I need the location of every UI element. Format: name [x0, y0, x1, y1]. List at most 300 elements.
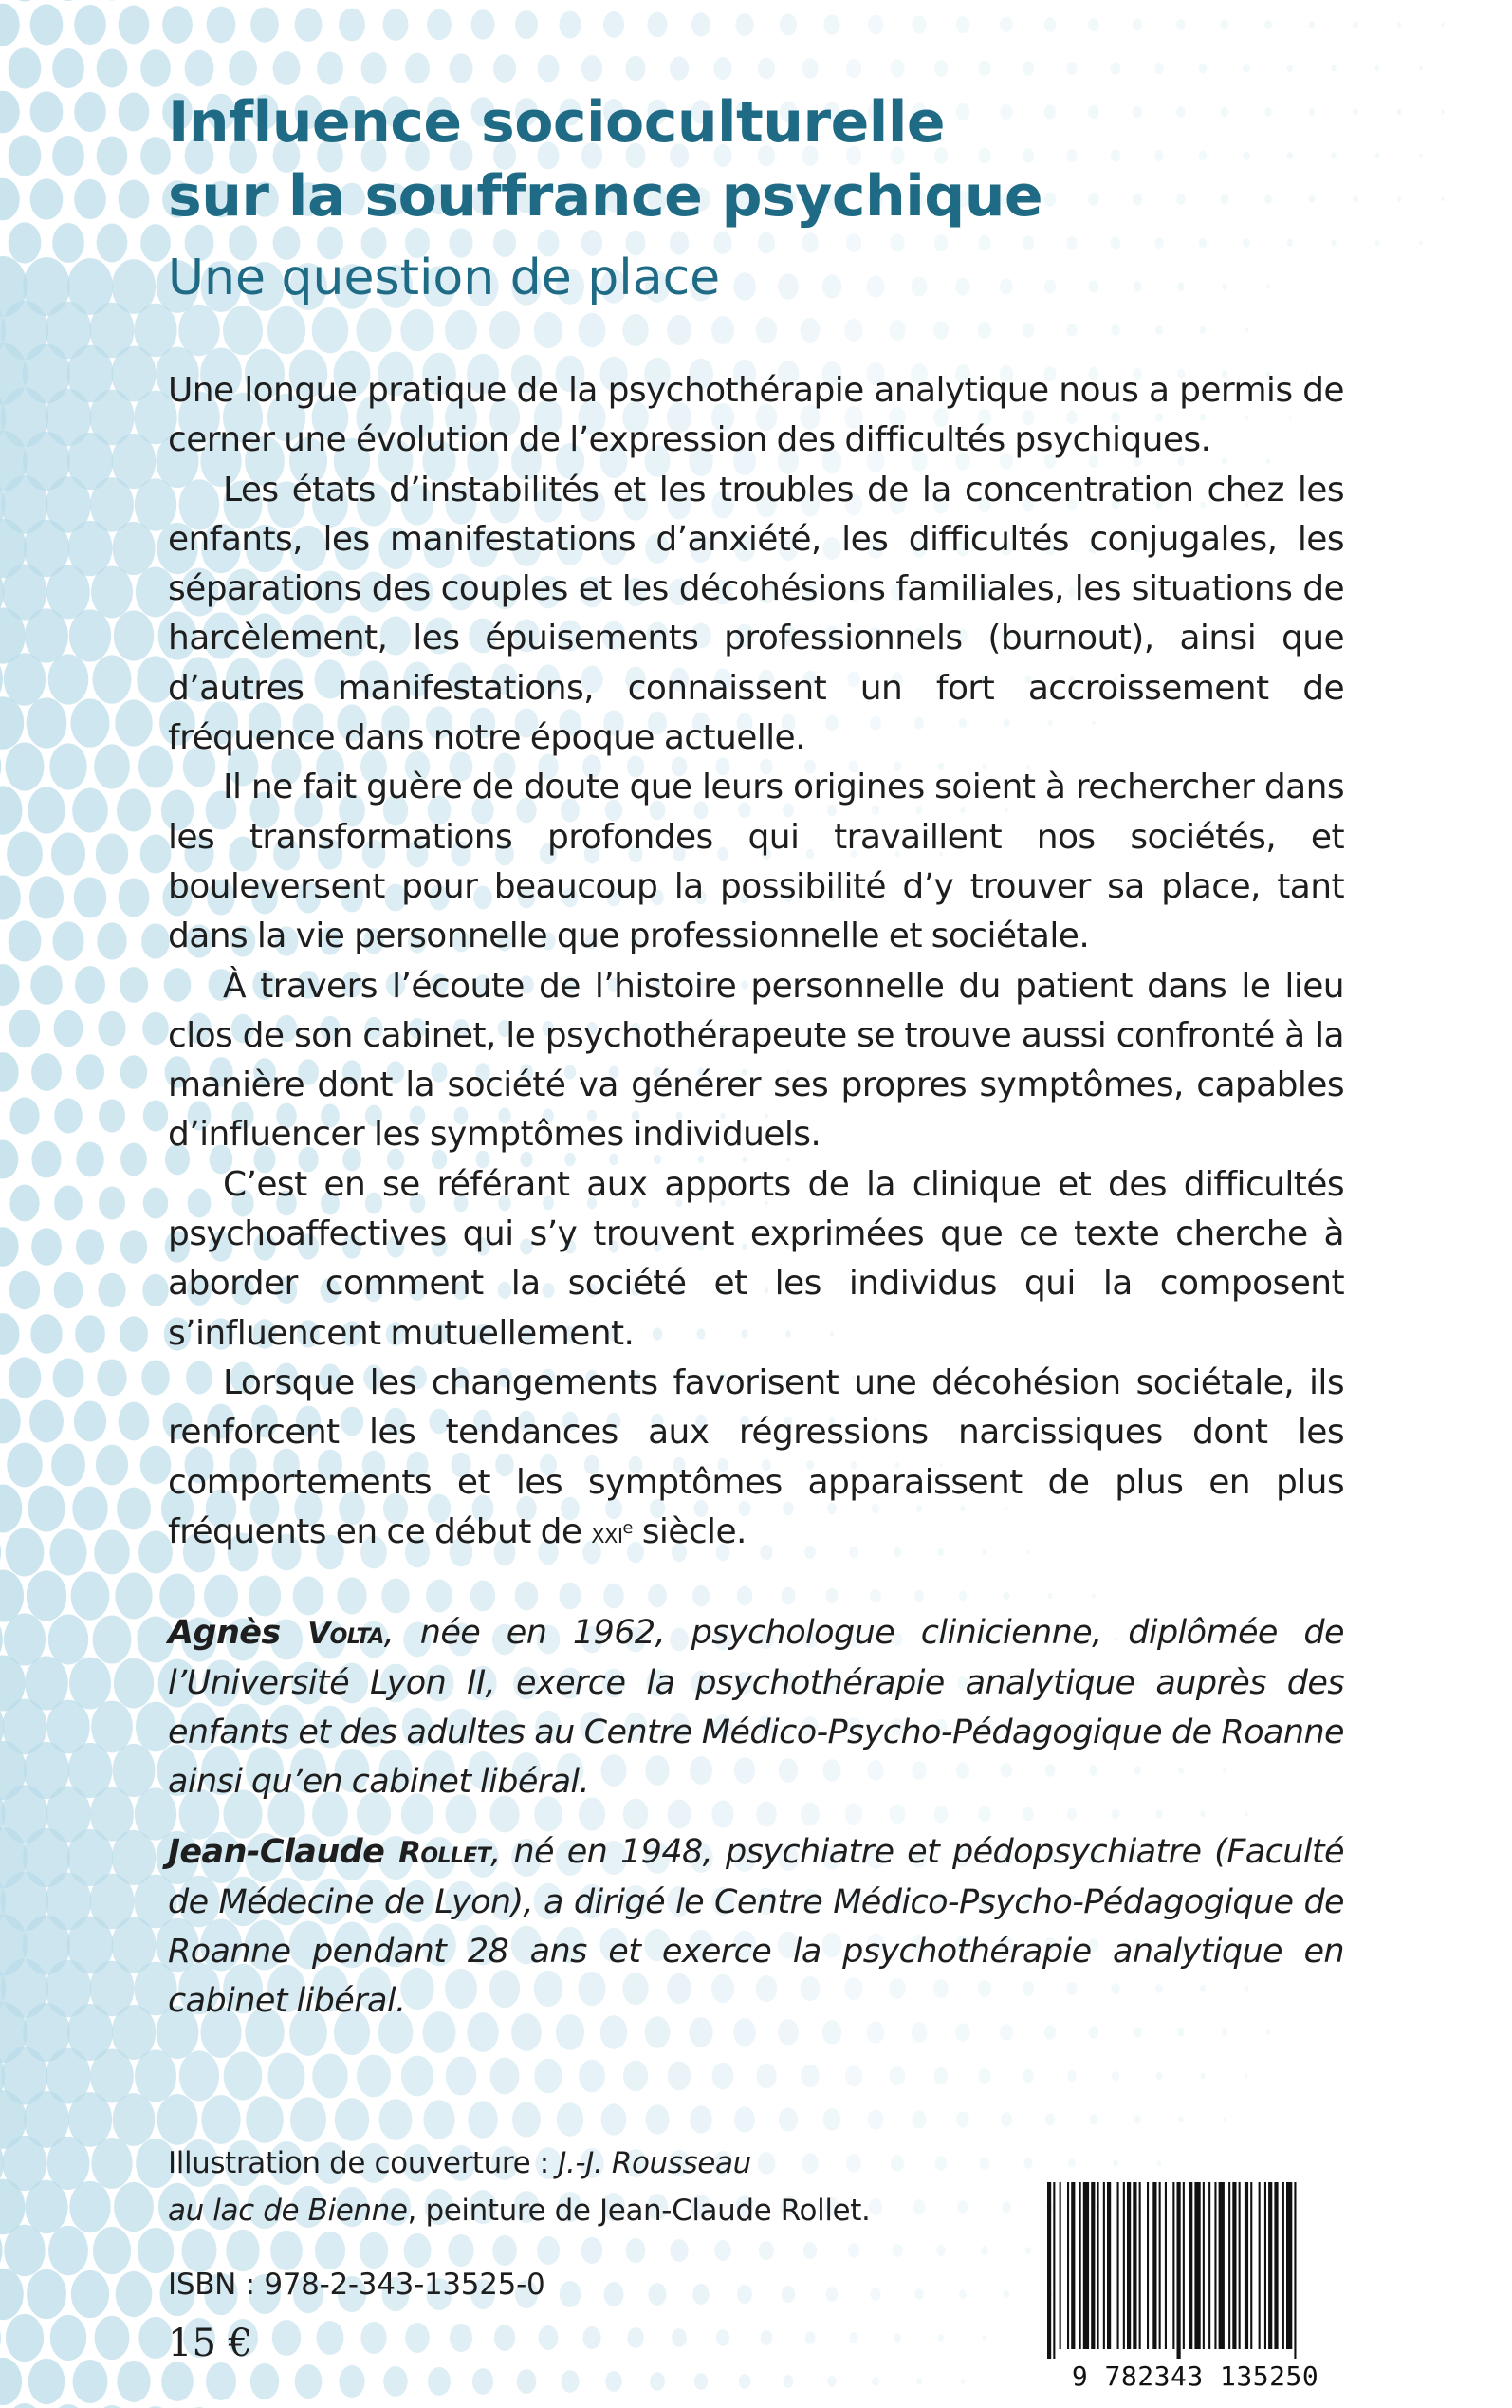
background-dot — [714, 2240, 731, 2261]
background-dot — [1441, 23, 1445, 28]
background-dot — [97, 922, 126, 959]
background-dot — [143, 1188, 168, 1219]
background-dot — [0, 1140, 18, 1179]
background-dot — [579, 2060, 605, 2093]
background-dot — [9, 1097, 39, 1134]
blurb-paragraph-3: Il ne fait guère de doute que leurs origines soient à rechercher dans les transformations profondes qui travaillent nos sociétés, et bouleversent pour beaucoup la possibilité d’y trouver sa place, tant dans la vie personnelle que professionnelle et sociétale. — [168, 768, 1344, 956]
background-dot — [849, 2332, 857, 2343]
barcode-bar — [1264, 2182, 1266, 2349]
background-dot — [4, 653, 46, 705]
background-dot — [557, 2102, 583, 2136]
background-dot — [0, 178, 20, 221]
background-dot — [823, 14, 839, 35]
background-dot — [468, 2101, 498, 2138]
background-dot — [1221, 20, 1229, 30]
background-dot — [52, 921, 83, 960]
background-dot — [112, 522, 155, 575]
background-dot — [76, 1229, 104, 1265]
background-dot — [162, 6, 193, 44]
barcode-bar — [1133, 2182, 1136, 2349]
book-title — [168, 85, 1344, 233]
background-dot — [894, 2333, 901, 2343]
background-dot — [52, 223, 84, 263]
background-dot — [94, 744, 130, 788]
background-dot — [117, 1488, 151, 1530]
background-dot — [98, 1011, 125, 1047]
background-dot — [980, 2157, 990, 2170]
background-dot — [9, 1184, 39, 1221]
background-dot — [224, 2052, 263, 2101]
background-dot — [1200, 2073, 1205, 2079]
credit-work-title-b: au lac de Bienne — [168, 2194, 408, 2228]
background-dot — [780, 14, 797, 36]
blurb-paragraph-5: C’est en se référant aux apports de la clinique et des difficultés psychoaffectives qui s’y trouvent exprimées que ce texte cherche à aborder comment la société et les individus qui la composent s’influencent mutuellement. — [168, 1164, 1344, 1353]
background-dot — [120, 1230, 147, 1263]
background-dot — [339, 2365, 364, 2398]
background-dot — [317, 2321, 344, 2355]
background-dot — [912, 2110, 926, 2128]
background-dot — [916, 2378, 922, 2385]
background-dot — [1199, 64, 1208, 74]
background-dot — [537, 2236, 560, 2265]
background-dot — [713, 57, 731, 80]
background-dot — [120, 1316, 148, 1352]
background-dot — [784, 2375, 794, 2388]
background-dot — [1243, 64, 1250, 73]
background-dot — [28, 1486, 65, 1532]
barcode-bar — [1245, 2182, 1248, 2349]
background-dot — [48, 654, 89, 704]
background-dot — [9, 0, 42, 2]
background-dot — [517, 2369, 537, 2394]
background-dot — [892, 2244, 902, 2257]
barcode-bar — [1239, 2182, 1241, 2349]
background-dot — [54, 1010, 83, 1047]
background-dot — [560, 2281, 581, 2307]
barcode-bar — [1250, 2182, 1252, 2349]
background-dot — [30, 178, 64, 219]
background-dot — [647, 12, 667, 37]
background-dot — [9, 1357, 42, 1398]
author-bio-1 — [168, 1608, 1344, 1806]
barcode-bar — [1097, 2182, 1099, 2349]
barcode-bar — [1117, 2182, 1119, 2349]
background-dot — [27, 697, 67, 748]
background-dot — [52, 48, 84, 88]
blurb-paragraph-4: À travers l’écoute de l’histoire personnelle du patient dans le lieu clos de son cabinet, le psychothérapeute se trouve aussi confronté à la manière dont la société va générer ses propres symptômes, capables d’influencer les symptômes individuels. — [168, 966, 1344, 1155]
background-dot — [113, 2093, 156, 2146]
background-dot — [1419, 241, 1423, 246]
barcode-bar — [1228, 2182, 1230, 2349]
background-dot — [603, 11, 624, 38]
background-dot — [561, 2370, 579, 2393]
background-dot — [512, 2102, 541, 2137]
background-dot — [53, 1358, 84, 1397]
background-dot — [94, 1530, 130, 1575]
background-dot — [804, 2331, 815, 2344]
background-dot — [73, 2360, 108, 2403]
background-dot — [115, 699, 152, 746]
background-dot — [1375, 65, 1380, 71]
background-dot — [317, 52, 343, 85]
p6-start: Lorsque les changements favorisent une décohésion sociétale, ils renforcent les tendances aux régressions narcissiques dont les comportements et les symptômes apparaissent de plus en plus fréquents en ce début de — [168, 1362, 1344, 1551]
background-dot — [648, 2283, 666, 2306]
background-dot — [734, 2106, 755, 2132]
background-dot — [423, 2100, 454, 2139]
background-dot — [143, 1101, 168, 1132]
background-dot — [7, 1443, 42, 1488]
background-dot — [978, 61, 990, 77]
background-dot — [1397, 22, 1402, 28]
background-dot — [782, 2286, 795, 2303]
background-dot — [97, 1359, 126, 1396]
background-dot — [404, 2233, 432, 2268]
background-dot — [802, 58, 818, 79]
background-dot — [1068, 2158, 1076, 2168]
background-dot — [30, 1314, 62, 1354]
background-dot — [120, 1143, 147, 1176]
background-dot — [27, 1570, 66, 1621]
background-dot — [54, 1098, 83, 1133]
credit-work-title-a: J.-J. Rousseau — [558, 2146, 751, 2180]
background-dot — [157, 2094, 198, 2145]
background-dot — [92, 655, 131, 703]
barcode-bar — [1286, 2182, 1292, 2349]
background-dot — [138, 2228, 175, 2273]
background-dot — [135, 2050, 176, 2102]
background-dot — [114, 2182, 154, 2232]
background-dot — [201, 2095, 240, 2144]
barcode-bar — [1067, 2182, 1069, 2349]
background-dot — [582, 2326, 600, 2349]
background-dot — [30, 91, 64, 132]
background-dot — [69, 2181, 110, 2232]
background-dot — [7, 831, 43, 876]
background-dot — [1001, 2112, 1012, 2126]
background-dot — [1067, 2070, 1077, 2082]
background-dot — [31, 1053, 62, 1091]
background-dot — [1004, 2290, 1009, 2298]
background-dot — [448, 2234, 473, 2267]
blurb-paragraph-6 — [168, 1359, 1344, 1559]
background-dot — [981, 2246, 988, 2255]
title-line-2: sur la souffrance psychique — [168, 163, 1043, 230]
background-dot — [846, 59, 861, 78]
background-dot — [1023, 61, 1034, 76]
background-dot — [96, 833, 128, 874]
background-dot — [691, 12, 710, 36]
background-dot — [1264, 20, 1272, 29]
background-dot — [117, 788, 151, 831]
background-dot — [934, 2067, 949, 2084]
background-dot — [93, 1615, 132, 1663]
background-dot — [1441, 110, 1445, 115]
background-dot — [48, 2226, 88, 2275]
barcode-bar — [1107, 2182, 1111, 2349]
background-dot — [401, 2056, 433, 2097]
background-dot — [627, 2327, 643, 2348]
background-dot — [1044, 17, 1056, 32]
background-dot — [52, 0, 84, 1]
barcode-bar — [1091, 2182, 1095, 2349]
background-dot — [870, 2288, 880, 2301]
background-dot — [1045, 2113, 1056, 2125]
background-dot — [96, 1445, 128, 1486]
background-dot — [868, 2109, 884, 2129]
background-dot — [650, 2372, 665, 2391]
barcode-bar — [1123, 2182, 1125, 2349]
background-dot — [9, 920, 42, 961]
back-cover-text — [168, 85, 1344, 2047]
background-dot — [142, 1274, 168, 1306]
background-dot — [1287, 65, 1294, 72]
barcode-bar — [1177, 2182, 1181, 2359]
barcode-bar — [1208, 2182, 1210, 2349]
background-dot — [120, 967, 148, 1003]
background-dot — [383, 2366, 408, 2397]
author-1-last-name: Volta — [307, 1617, 384, 1652]
background-dot — [116, 2271, 153, 2317]
background-dot — [1154, 63, 1164, 74]
background-dot — [1113, 2159, 1118, 2167]
background-dot — [0, 4, 20, 46]
background-dot — [140, 834, 172, 873]
background-dot — [890, 59, 904, 77]
background-dot — [31, 1228, 62, 1266]
background-dot — [140, 224, 171, 262]
background-dot — [295, 2364, 323, 2399]
background-dot — [114, 610, 155, 660]
barcode-bar — [1282, 2182, 1284, 2349]
background-dot — [758, 58, 775, 80]
background-dot — [1111, 62, 1121, 74]
background-dot — [5, 742, 44, 790]
background-dot — [0, 2358, 22, 2405]
book-subtitle: Une question de place — [168, 250, 721, 306]
background-dot — [295, 8, 323, 42]
price: 15 € — [168, 2322, 253, 2365]
background-dot — [49, 743, 86, 789]
background-dot — [623, 2061, 648, 2092]
background-dot — [27, 2269, 66, 2319]
background-dot — [694, 2373, 708, 2390]
background-dot — [670, 2239, 688, 2262]
author-2-last-name: Rollet — [398, 1836, 491, 1871]
background-dot — [672, 2328, 687, 2347]
background-dot — [69, 1658, 111, 1710]
background-dot — [74, 1401, 106, 1442]
blurb — [168, 366, 1344, 1559]
background-dot — [273, 51, 301, 85]
barcode-bar — [1139, 2182, 1141, 2349]
background-dot — [539, 2325, 559, 2350]
background-dot — [9, 1271, 40, 1309]
background-dot — [823, 2108, 841, 2130]
author-2-first-name: Jean-Claude — [168, 1833, 399, 1872]
barcode-bar — [1165, 2182, 1167, 2349]
isbn-number: ISBN : 978-2-343-13525-0 — [168, 2268, 545, 2302]
background-dot — [9, 1010, 40, 1048]
background-dot — [625, 56, 645, 81]
background-dot — [761, 2330, 773, 2345]
background-dot — [1353, 108, 1358, 115]
background-dot — [0, 1227, 19, 1267]
barcode-bar — [1103, 2182, 1105, 2349]
barcode-bar — [1203, 2182, 1205, 2349]
background-dot — [848, 2243, 860, 2258]
background-dot — [119, 1402, 150, 1441]
background-dot — [6, 2314, 44, 2362]
background-dot — [1157, 2160, 1161, 2165]
background-dot — [246, 2096, 284, 2143]
background-dot — [250, 2363, 279, 2399]
background-dot — [119, 180, 150, 219]
century-superscript: e — [622, 1517, 633, 1538]
background-dot — [490, 2058, 520, 2095]
background-dot — [1441, 197, 1445, 202]
background-dot — [0, 2313, 1, 2362]
blurb-paragraph-2: Les états d’instabilités et les troubles de la concentration chez les enfants, les manifestations d’anxiété, les difficultés conjugales, les séparations des couples et les décohésions familiales, les situations de harcèlement, les épuisements professionnels (burnout), ainsi que d’autres manifestations, connaissent un fort accroissement de fréquence dans notre époque actuelle. — [168, 470, 1344, 758]
barcode-digits: 9 782343 135250 — [1071, 2361, 1319, 2392]
background-dot — [181, 2229, 216, 2272]
background-dot — [91, 566, 133, 619]
background-dot — [1002, 2201, 1010, 2213]
background-dot — [1066, 62, 1077, 75]
background-dot — [914, 2288, 923, 2300]
background-dot — [756, 2064, 776, 2089]
background-dot — [51, 1444, 85, 1487]
background-dot — [28, 787, 65, 833]
background-dot — [9, 47, 42, 88]
background-dot — [1023, 2069, 1034, 2083]
title-line-1: Influence socioculturelle — [168, 89, 946, 156]
background-dot — [74, 179, 106, 219]
background-dot — [912, 15, 926, 33]
background-dot — [690, 2105, 711, 2133]
background-dot — [739, 2374, 751, 2389]
background-dot — [315, 2232, 345, 2269]
background-dot — [142, 1012, 169, 1046]
background-dot — [267, 2053, 304, 2100]
background-dot — [28, 2359, 65, 2404]
background-dot — [1134, 2115, 1140, 2123]
background-dot — [99, 1099, 125, 1132]
background-dot — [29, 1400, 64, 1443]
background-dot — [801, 2065, 820, 2088]
background-dot — [1375, 240, 1380, 246]
background-dot — [140, 1446, 172, 1485]
author-bio-2 — [168, 1827, 1344, 2026]
background-dot — [428, 2367, 451, 2396]
barcode-bar — [1232, 2182, 1236, 2349]
background-dot — [383, 9, 409, 41]
background-dot — [0, 964, 20, 1006]
background-dot — [1023, 2158, 1032, 2169]
background-dot — [185, 50, 214, 86]
background-dot — [1375, 153, 1380, 158]
background-dot — [229, 50, 257, 85]
background-dot — [716, 2329, 729, 2346]
background-dot — [98, 1273, 125, 1307]
background-dot — [803, 2242, 817, 2259]
background-dot — [97, 49, 128, 88]
barcode-bars — [1043, 2182, 1347, 2359]
cover-illustration-credit — [168, 2139, 946, 2234]
background-dot — [357, 2055, 391, 2098]
background-dot — [179, 2051, 219, 2102]
background-dot — [1309, 21, 1316, 28]
barcode-bar — [1268, 2182, 1272, 2349]
author-1-bio: , née en 1962, psychologue clinicienne, diplômée de l’Université Lyon II, exerce la psychothérapie analytique auprès des enfants et des adultes au Centre Médico-Psycho-Pédagogique de Roanne ainsi qu’en cabinet libéral. — [168, 1614, 1344, 1802]
background-dot — [29, 876, 64, 918]
background-dot — [537, 55, 559, 83]
background-dot — [1025, 2247, 1031, 2254]
background-dot — [50, 2315, 87, 2361]
barcode-bar — [1071, 2182, 1075, 2349]
background-dot — [25, 2180, 67, 2233]
background-dot — [207, 7, 236, 43]
background-dot — [559, 11, 581, 39]
background-dot — [76, 1054, 104, 1090]
background-dot — [604, 2282, 624, 2306]
background-dot — [1397, 196, 1402, 202]
background-dot — [956, 2111, 969, 2127]
background-dot — [692, 2284, 710, 2305]
background-dot — [446, 2057, 477, 2096]
background-dot — [1112, 2071, 1119, 2081]
background-dot — [936, 2245, 946, 2256]
credit-label: Illustration de couverture : — [168, 2146, 559, 2180]
background-dot — [70, 698, 109, 747]
background-dot — [1353, 195, 1358, 202]
background-dot — [1156, 2072, 1163, 2080]
background-dot — [1419, 154, 1423, 158]
background-dot — [472, 2368, 493, 2395]
background-dot — [450, 2324, 472, 2352]
background-dot — [119, 878, 150, 917]
barcode-bar — [1083, 2182, 1089, 2349]
background-dot — [335, 2098, 369, 2141]
barcode-bar — [1294, 2182, 1296, 2359]
background-dot — [959, 2289, 967, 2299]
background-dot — [0, 1399, 21, 1444]
background-dot — [735, 13, 753, 36]
background-dot — [74, 877, 106, 917]
barcode-bar — [1053, 2182, 1055, 2359]
background-dot — [1133, 18, 1143, 30]
background-dot — [49, 1529, 86, 1576]
background-dot — [1178, 2116, 1184, 2122]
background-dot — [1353, 21, 1358, 28]
background-dot — [117, 2361, 150, 2402]
background-dot — [4, 2225, 46, 2276]
background-dot — [0, 1485, 22, 1533]
background-dot — [1419, 66, 1423, 71]
author-1-first-name: Agnès — [168, 1614, 308, 1653]
background-dot — [872, 2377, 879, 2386]
barcode — [1043, 2182, 1347, 2392]
background-dot — [737, 2285, 752, 2304]
background-dot — [69, 609, 111, 661]
background-dot — [405, 53, 430, 83]
background-dot — [890, 2066, 905, 2085]
background-dot — [95, 2316, 130, 2360]
background-dot — [206, 2362, 236, 2400]
background-dot — [72, 787, 108, 832]
blurb-paragraph-1: Une longue pratique de la psychothérapie analytique nous a permis de cerner une évolution de l’expression des difficultés psychiques. — [168, 371, 1344, 460]
background-dot — [0, 875, 21, 919]
author-2-bio: , né en 1948, psychiatre et pédopsychiatre (Faculté de Médecine de Lyon), a dirigé le Centre Médico-Psycho-Pédagogique de Roanne pendant 28 ans et exerce la psychothérapie analytique en cabinet libéral. — [168, 1833, 1344, 2021]
